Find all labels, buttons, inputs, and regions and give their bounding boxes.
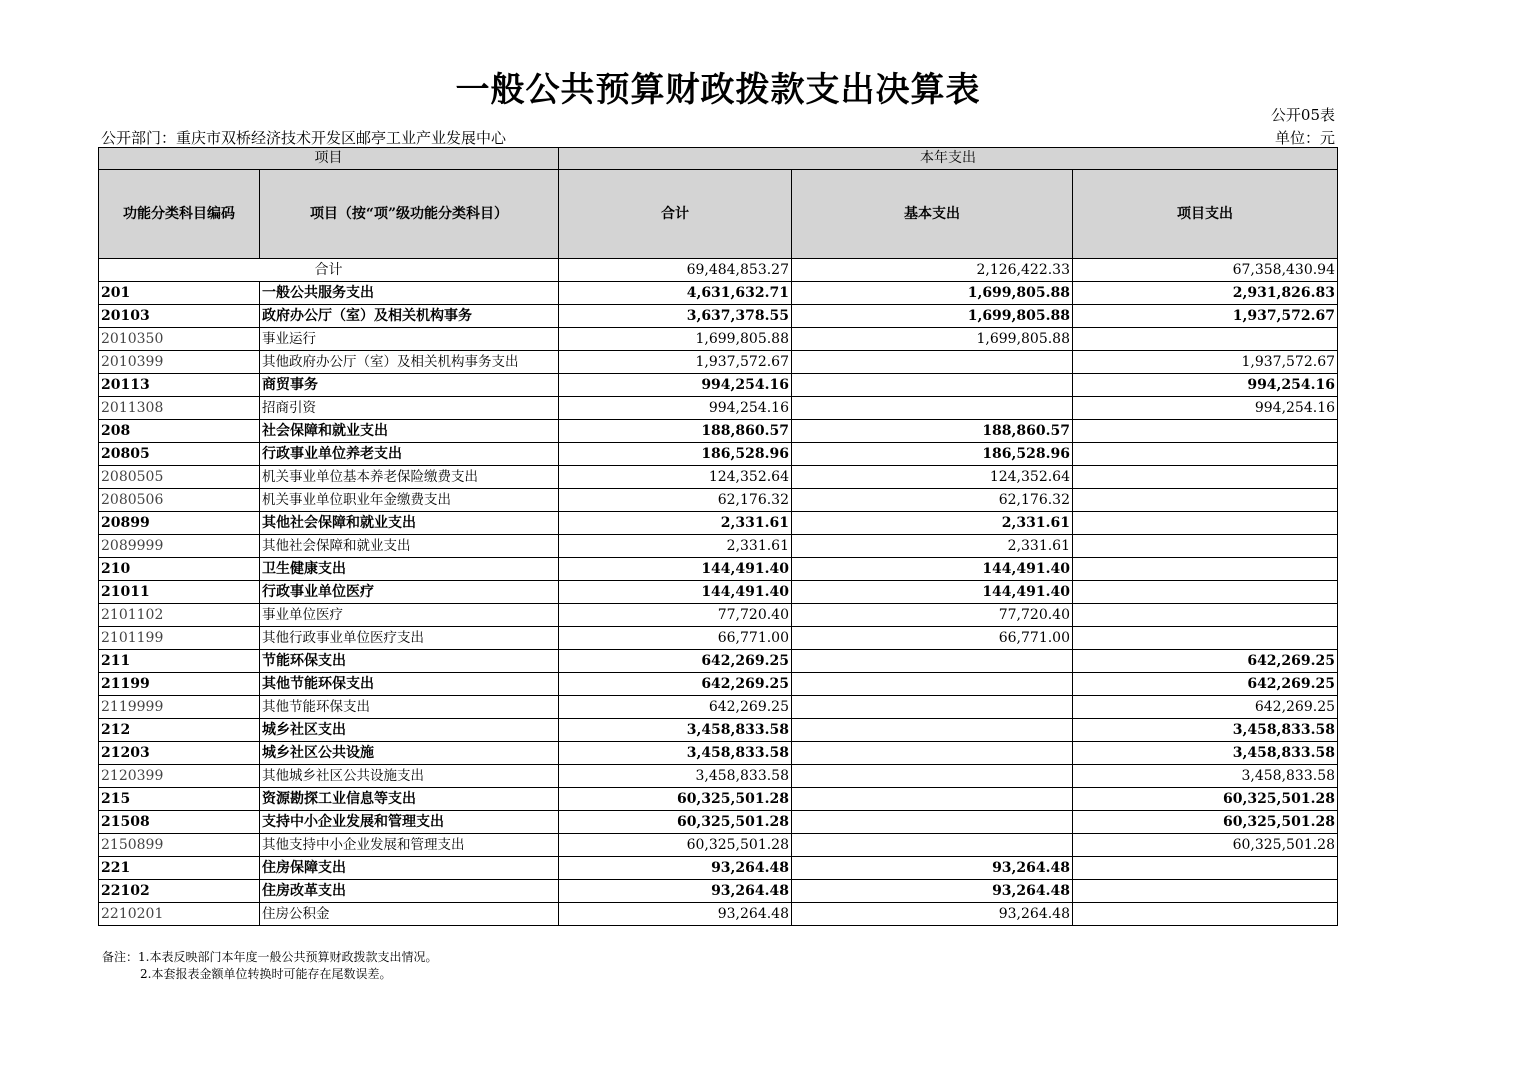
table-row [99, 857, 1338, 880]
row-name: 住房改革支出 [260, 880, 559, 903]
row-total: 60,325,501.28 [559, 811, 792, 834]
row-total: 3,458,833.58 [559, 742, 792, 765]
row-code: 2080505 [99, 466, 260, 489]
row-name: 政府办公厅（室）及相关机构事务 [260, 305, 559, 328]
row-name: 事业运行 [260, 328, 559, 351]
row-name: 节能环保支出 [260, 650, 559, 673]
row-project [1073, 512, 1338, 535]
row-code: 210 [99, 558, 260, 581]
row-basic [792, 834, 1073, 857]
row-total: 994,254.16 [559, 397, 792, 420]
row-basic [792, 374, 1073, 397]
row-basic [792, 650, 1073, 673]
table-row [99, 351, 1338, 374]
header-project: 项目支出 [1073, 170, 1338, 259]
table-row [99, 305, 1338, 328]
row-name: 其他社会保障和就业支出 [260, 535, 559, 558]
row-code: 2120399 [99, 765, 260, 788]
row-name: 城乡社区公共设施 [260, 742, 559, 765]
row-name: 住房保障支出 [260, 857, 559, 880]
row-code: 2080506 [99, 489, 260, 512]
row-project [1073, 535, 1338, 558]
note-2: 2.本套报表金额单位转换时可能存在尾数误差。 [140, 967, 392, 981]
table-row [99, 581, 1338, 604]
row-name: 城乡社区支出 [260, 719, 559, 742]
table-row [99, 466, 1338, 489]
row-total: 2,331.61 [559, 535, 792, 558]
row-code: 20899 [99, 512, 260, 535]
form-number: 公开05表 [1270, 106, 1335, 124]
header-code: 功能分类科目编码 [99, 170, 260, 259]
table-row [99, 282, 1338, 305]
row-basic: 1,699,805.88 [792, 328, 1073, 351]
total-row [99, 259, 1338, 282]
row-name: 商贸事务 [260, 374, 559, 397]
row-project [1073, 558, 1338, 581]
row-basic: 1,699,805.88 [792, 282, 1073, 305]
row-code: 2119999 [99, 696, 260, 719]
row-project: 60,325,501.28 [1073, 834, 1338, 857]
row-code: 208 [99, 420, 260, 443]
row-basic: 188,860.57 [792, 420, 1073, 443]
table-row [99, 397, 1338, 420]
row-code: 211 [99, 650, 260, 673]
table-row [99, 880, 1338, 903]
row-code: 21203 [99, 742, 260, 765]
row-basic: 186,528.96 [792, 443, 1073, 466]
row-total: 1,937,572.67 [559, 351, 792, 374]
row-project: 2,931,826.83 [1073, 282, 1338, 305]
row-total: 994,254.16 [559, 374, 792, 397]
row-total: 188,860.57 [559, 420, 792, 443]
row-basic [792, 696, 1073, 719]
row-project: 642,269.25 [1073, 696, 1338, 719]
row-name: 招商引资 [260, 397, 559, 420]
row-name: 其他社会保障和就业支出 [260, 512, 559, 535]
table-row [99, 742, 1338, 765]
row-code: 2010350 [99, 328, 260, 351]
row-project: 642,269.25 [1073, 650, 1338, 673]
row-total: 124,352.64 [559, 466, 792, 489]
row-total: 93,264.48 [559, 880, 792, 903]
table-row [99, 374, 1338, 397]
row-project: 642,269.25 [1073, 673, 1338, 696]
row-project [1073, 857, 1338, 880]
header-current-year: 本年支出 [559, 148, 1338, 170]
table-row [99, 558, 1338, 581]
row-project: 60,325,501.28 [1073, 788, 1338, 811]
row-total: 2,331.61 [559, 512, 792, 535]
row-basic: 93,264.48 [792, 903, 1073, 926]
row-project: 1,937,572.67 [1073, 351, 1338, 374]
row-code: 21508 [99, 811, 260, 834]
row-name: 机关事业单位职业年金缴费支出 [260, 489, 559, 512]
row-name: 行政事业单位养老支出 [260, 443, 559, 466]
table-row [99, 811, 1338, 834]
row-project: 994,254.16 [1073, 397, 1338, 420]
row-code: 20113 [99, 374, 260, 397]
row-project: 1,937,572.67 [1073, 305, 1338, 328]
header-total: 合计 [559, 170, 792, 259]
row-code: 2210201 [99, 903, 260, 926]
row-name: 资源勘探工业信息等支出 [260, 788, 559, 811]
row-basic: 2,331.61 [792, 512, 1073, 535]
row-total: 186,528.96 [559, 443, 792, 466]
total-row-total: 69,484,853.27 [559, 259, 792, 282]
row-code: 2101199 [99, 627, 260, 650]
department-label: 公开部门：重庆市双桥经济技术开发区邮亭工业产业发展中心 [101, 129, 507, 147]
row-total: 77,720.40 [559, 604, 792, 627]
row-basic: 77,720.40 [792, 604, 1073, 627]
row-name: 其他城乡社区公共设施支出 [260, 765, 559, 788]
row-basic [792, 673, 1073, 696]
row-total: 3,458,833.58 [559, 719, 792, 742]
table-row [99, 328, 1338, 351]
row-basic [792, 719, 1073, 742]
row-code: 21011 [99, 581, 260, 604]
row-code: 21199 [99, 673, 260, 696]
row-total: 642,269.25 [559, 673, 792, 696]
row-basic: 144,491.40 [792, 581, 1073, 604]
row-code: 212 [99, 719, 260, 742]
notes [102, 949, 437, 983]
table-row [99, 673, 1338, 696]
row-project [1073, 581, 1338, 604]
row-code: 2011308 [99, 397, 260, 420]
row-project [1073, 489, 1338, 512]
row-total: 3,637,378.55 [559, 305, 792, 328]
table-row [99, 650, 1338, 673]
row-code: 22102 [99, 880, 260, 903]
row-name: 住房公积金 [260, 903, 559, 926]
expenditure-table [98, 147, 1338, 926]
row-basic [792, 742, 1073, 765]
row-code: 2010399 [99, 351, 260, 374]
row-code: 20103 [99, 305, 260, 328]
row-name: 一般公共服务支出 [260, 282, 559, 305]
row-basic [792, 397, 1073, 420]
row-total: 4,631,632.71 [559, 282, 792, 305]
row-basic: 1,699,805.88 [792, 305, 1073, 328]
row-name: 机关事业单位基本养老保险缴费支出 [260, 466, 559, 489]
row-code: 2101102 [99, 604, 260, 627]
row-basic: 93,264.48 [792, 857, 1073, 880]
row-project: 3,458,833.58 [1073, 742, 1338, 765]
row-total: 60,325,501.28 [559, 788, 792, 811]
row-project [1073, 420, 1338, 443]
row-basic: 62,176.32 [792, 489, 1073, 512]
note-1: 备注：1.本表反映部门本年度一般公共预算财政拨款支出情况。 [102, 950, 438, 964]
table-row [99, 512, 1338, 535]
row-total: 642,269.25 [559, 696, 792, 719]
row-name: 支持中小企业发展和管理支出 [260, 811, 559, 834]
row-project: 3,458,833.58 [1073, 765, 1338, 788]
row-name: 社会保障和就业支出 [260, 420, 559, 443]
table-row [99, 604, 1338, 627]
row-project [1073, 880, 1338, 903]
row-project [1073, 903, 1338, 926]
header-basic: 基本支出 [792, 170, 1073, 259]
row-code: 2150899 [99, 834, 260, 857]
header-item: 项目 [99, 148, 559, 170]
row-basic: 93,264.48 [792, 880, 1073, 903]
row-name: 其他节能环保支出 [260, 696, 559, 719]
total-row-label: 合计 [99, 259, 559, 282]
row-basic [792, 765, 1073, 788]
table-row [99, 627, 1338, 650]
row-basic [792, 811, 1073, 834]
row-total: 144,491.40 [559, 581, 792, 604]
table-row [99, 535, 1338, 558]
row-name: 其他行政事业单位医疗支出 [260, 627, 559, 650]
row-code: 20805 [99, 443, 260, 466]
row-project [1073, 328, 1338, 351]
row-total: 66,771.00 [559, 627, 792, 650]
table-row [99, 765, 1338, 788]
row-total: 144,491.40 [559, 558, 792, 581]
row-project: 60,325,501.28 [1073, 811, 1338, 834]
total-row-project: 67,358,430.94 [1073, 259, 1338, 282]
row-code: 215 [99, 788, 260, 811]
row-basic: 124,352.64 [792, 466, 1073, 489]
row-project: 3,458,833.58 [1073, 719, 1338, 742]
row-project [1073, 443, 1338, 466]
header-name: 项目（按“项”级功能分类科目） [260, 170, 559, 259]
row-name: 行政事业单位医疗 [260, 581, 559, 604]
report-title: 一般公共预算财政拨款支出决算表 [455, 70, 981, 110]
row-name: 卫生健康支出 [260, 558, 559, 581]
table-row [99, 834, 1338, 857]
row-name: 其他支持中小企业发展和管理支出 [260, 834, 559, 857]
table-row [99, 420, 1338, 443]
row-name: 其他政府办公厅（室）及相关机构事务支出 [260, 351, 559, 374]
row-total: 93,264.48 [559, 857, 792, 880]
total-row-basic: 2,126,422.33 [792, 259, 1073, 282]
row-basic: 66,771.00 [792, 627, 1073, 650]
unit-label: 单位：元 [1274, 129, 1335, 147]
row-total: 60,325,501.28 [559, 834, 792, 857]
row-total: 642,269.25 [559, 650, 792, 673]
table-row [99, 489, 1338, 512]
table-row [99, 443, 1338, 466]
row-project [1073, 604, 1338, 627]
row-name: 其他节能环保支出 [260, 673, 559, 696]
row-code: 221 [99, 857, 260, 880]
table-row [99, 788, 1338, 811]
row-total: 3,458,833.58 [559, 765, 792, 788]
row-name: 事业单位医疗 [260, 604, 559, 627]
table-row [99, 696, 1338, 719]
row-total: 1,699,805.88 [559, 328, 792, 351]
row-total: 62,176.32 [559, 489, 792, 512]
row-basic [792, 788, 1073, 811]
row-basic: 2,331.61 [792, 535, 1073, 558]
row-basic: 144,491.40 [792, 558, 1073, 581]
row-total: 93,264.48 [559, 903, 792, 926]
row-project [1073, 466, 1338, 489]
row-project: 994,254.16 [1073, 374, 1338, 397]
row-code: 2089999 [99, 535, 260, 558]
row-project [1073, 627, 1338, 650]
row-code: 201 [99, 282, 260, 305]
row-basic [792, 351, 1073, 374]
table-row [99, 719, 1338, 742]
table-row [99, 903, 1338, 926]
